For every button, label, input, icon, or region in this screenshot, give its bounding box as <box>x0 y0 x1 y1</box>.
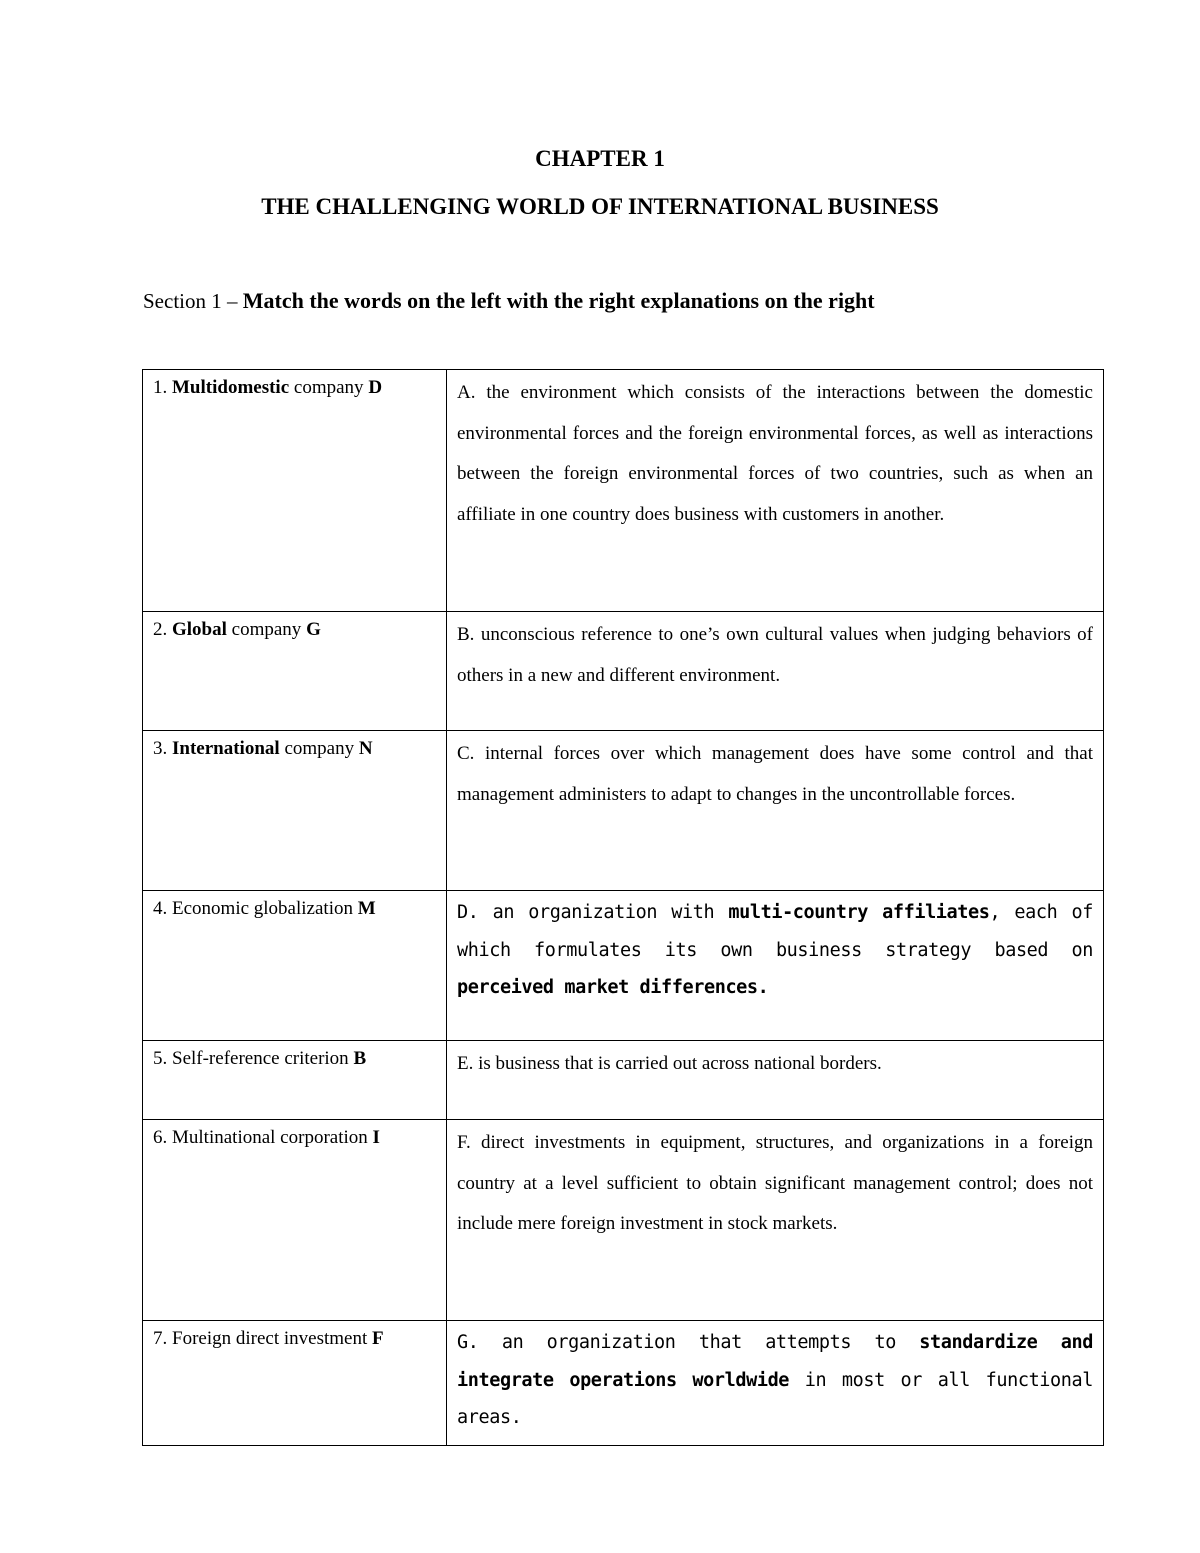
term-number: 4. <box>153 898 172 919</box>
definition-bold-text: multi-country affiliates <box>728 902 990 923</box>
answer-letter: N <box>358 738 373 759</box>
definition-cell <box>447 1321 1104 1446</box>
term-cell <box>143 612 447 731</box>
definition-text: B. unconscious reference to one’s own cultural values when judging behaviors of others in a new and different environment. <box>457 624 1093 686</box>
definition-text: in most or all functional areas. <box>457 1369 1093 1428</box>
term-number: 6. <box>153 1127 172 1148</box>
table-row <box>143 1041 1104 1120</box>
definition-text: D. an organization with <box>457 902 729 923</box>
term-cell <box>143 891 447 1041</box>
definition-text: G. an organization that attempts to <box>457 1332 920 1353</box>
definition-text: C. internal forces over which management does have some control and that management administers to adapt to changes in the uncontrollable forces. <box>457 743 1093 805</box>
table-row <box>143 370 1104 612</box>
answer-letter: D <box>368 377 383 398</box>
answer-letter: M <box>357 898 376 919</box>
term-text: Economic globalization <box>172 898 358 919</box>
answer-letter: G <box>306 619 321 640</box>
table-row <box>143 612 1104 731</box>
term-cell <box>143 731 447 891</box>
term-text: company <box>226 619 307 640</box>
definition-text: A. the environment which consists of the interactions between the domestic environmental forces and the foreign environmental forces, as well as interactions between the foreign environmental forces of two countries, such as when an affiliate in one country does business with customers in another. <box>457 382 1093 525</box>
chapter-heading: CHAPTER 1 <box>535 146 665 171</box>
term-cell <box>143 1120 447 1321</box>
table-row <box>143 1120 1104 1321</box>
chapter-title: THE CHALLENGING WORLD OF INTERNATIONAL BUSINESS <box>261 194 939 219</box>
term-text: Self-reference criterion <box>172 1048 354 1069</box>
definition-cell <box>447 370 1104 612</box>
term-number: 1. <box>153 377 172 398</box>
term-cell <box>143 1321 447 1446</box>
answer-letter: B <box>353 1048 367 1069</box>
answer-letter: I <box>372 1127 380 1148</box>
matching-table <box>142 369 1104 1446</box>
definition-bold-text: perceived market differences. <box>457 977 769 998</box>
definition-text: , each of which formulates its own business strategy based on <box>457 902 1093 961</box>
definition-cell <box>447 731 1104 891</box>
term-text: company <box>279 738 359 759</box>
term-cell <box>143 370 447 612</box>
definition-text: E. is business that is carried out across national borders. <box>457 1053 882 1074</box>
term-number: 5. <box>153 1048 172 1069</box>
definition-cell <box>447 612 1104 731</box>
definition-cell <box>447 1041 1104 1120</box>
term-number: 7. <box>153 1328 172 1349</box>
term-number: 2. <box>153 619 172 640</box>
table-row <box>143 1321 1104 1446</box>
term-number: 3. <box>153 738 172 759</box>
definition-text: F. direct investments in equipment, structures, and organizations in a foreign country at a level sufficient to obtain significant management control; does not include mere foreign investment in stock markets. <box>457 1132 1093 1234</box>
section-instruction <box>143 285 1103 317</box>
section-instruction-text: Match the words on the left with the right explanations on the right <box>242 288 875 313</box>
term-bold: Global <box>172 619 227 640</box>
term-cell <box>143 1041 447 1120</box>
answer-letter: F <box>371 1328 384 1349</box>
definition-bold-text: standardize and integrate operations worldwide <box>457 1332 1093 1391</box>
section-prefix: Section 1 – <box>143 289 243 313</box>
definition-cell <box>447 891 1104 1041</box>
term-bold: Multidomestic <box>172 377 290 398</box>
term-text: Multinational corporation <box>172 1127 373 1148</box>
term-text: company <box>289 377 369 398</box>
definition-cell <box>447 1120 1104 1321</box>
table-row <box>143 731 1104 891</box>
term-bold: International <box>172 738 280 759</box>
term-text: Foreign direct investment <box>172 1328 372 1349</box>
table-row <box>143 891 1104 1041</box>
